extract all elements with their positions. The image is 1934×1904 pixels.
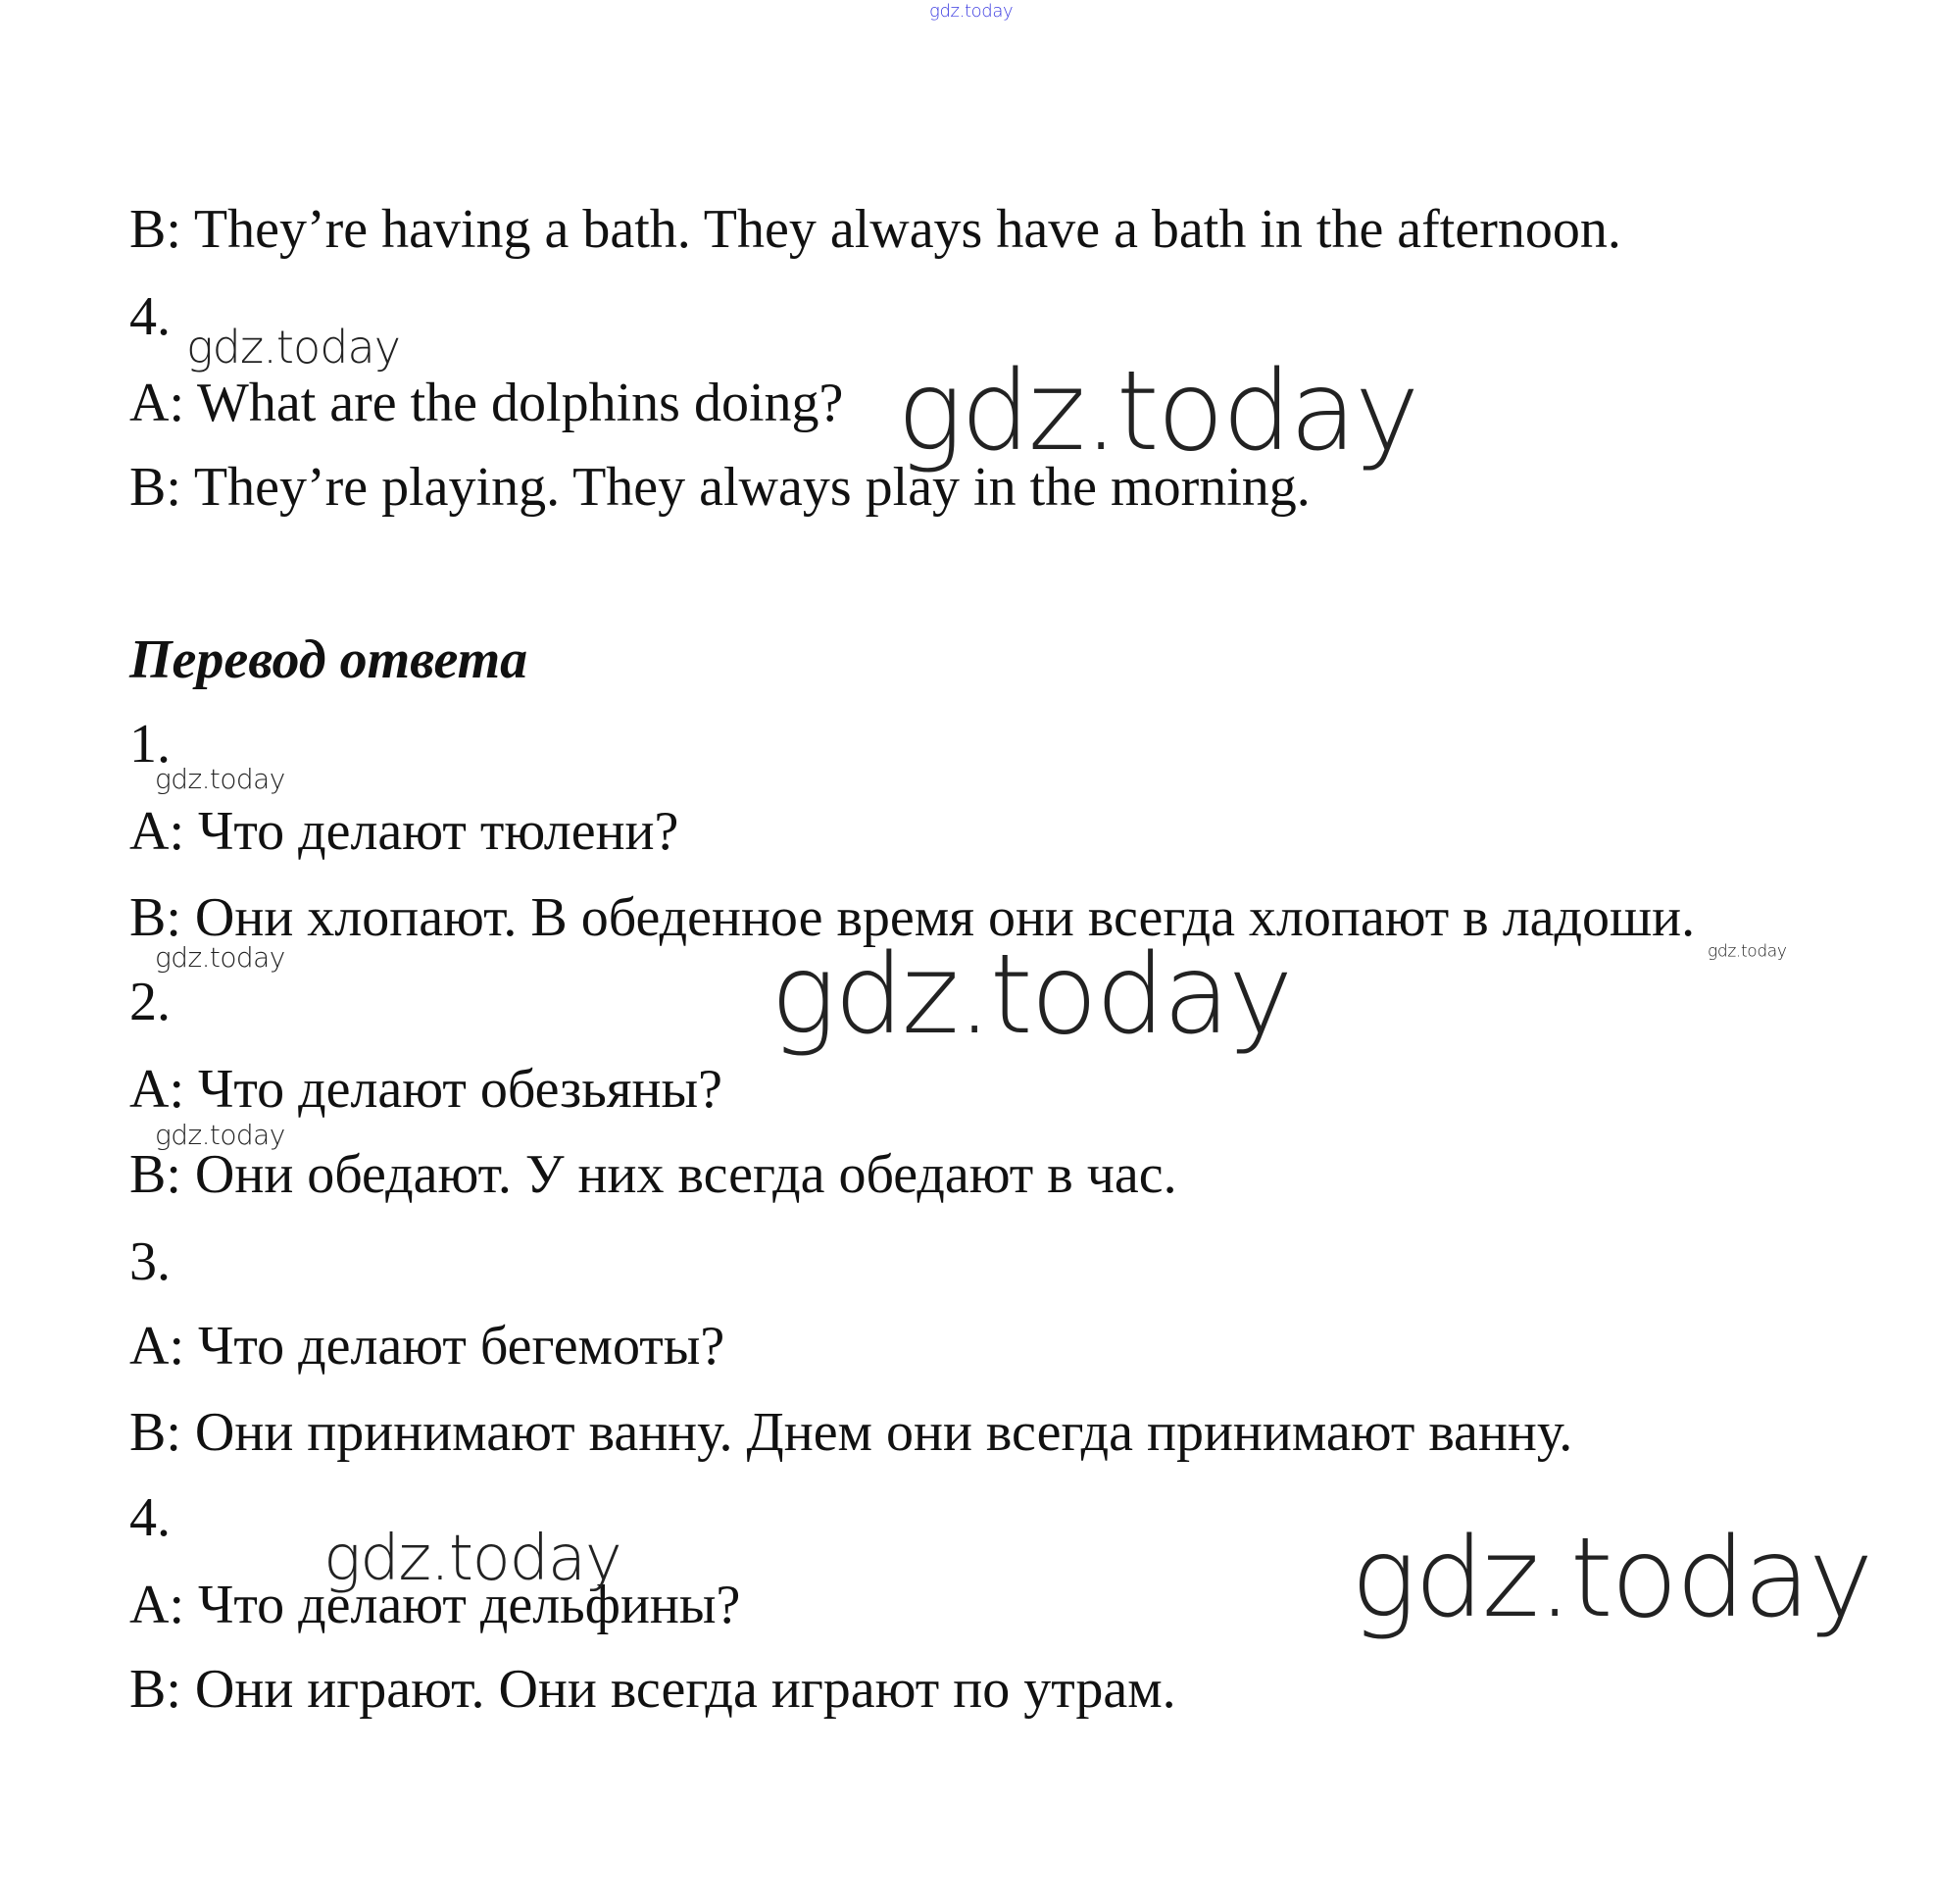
answer-line: A: What are the dolphins doing? (129, 373, 844, 433)
item-number: 4. (129, 1487, 171, 1548)
watermark: gdz.today (323, 1523, 621, 1595)
watermark: gdz.today (155, 1119, 285, 1151)
translation-line: A: Что делают бегемоты? (129, 1316, 725, 1377)
translation-line: B: Они обедают. У них всегда обедают в час. (129, 1144, 1177, 1205)
section-heading: Перевод ответа (129, 629, 528, 690)
translation-line: A: Что делают обезьяны? (129, 1059, 723, 1120)
watermark: gdz.today (1351, 1515, 1871, 1642)
item-number: 2. (129, 972, 171, 1032)
item-number: 1. (129, 714, 171, 775)
watermark: gdz.today (929, 1, 1014, 22)
watermark: gdz.today (186, 321, 401, 374)
translation-line: A: Что делают дельфины? (129, 1575, 741, 1635)
answer-line: B: They’re playing. They always play in the morning. (129, 457, 1311, 518)
translation-line: B: Они играют. Они всегда играют по утрам. (129, 1659, 1176, 1720)
translation-line: A: Что делают тюлени? (129, 801, 679, 862)
answer-line: B: They’re having a bath. They always have a bath in the afternoon. (129, 199, 1621, 260)
item-number: 3. (129, 1231, 171, 1292)
watermark: gdz.today (1708, 941, 1787, 962)
watermark: gdz.today (897, 348, 1417, 476)
watermark: gdz.today (155, 941, 285, 974)
item-number: 4. (129, 286, 171, 347)
watermark: gdz.today (770, 931, 1291, 1059)
translation-line: B: Они хлопают. В обеденное время они всегда хлопают в ладоши. (129, 887, 1696, 948)
translation-line: B: Они принимают ванну. Днем они всегда принимают ванну. (129, 1402, 1573, 1463)
watermark: gdz.today (155, 763, 285, 795)
